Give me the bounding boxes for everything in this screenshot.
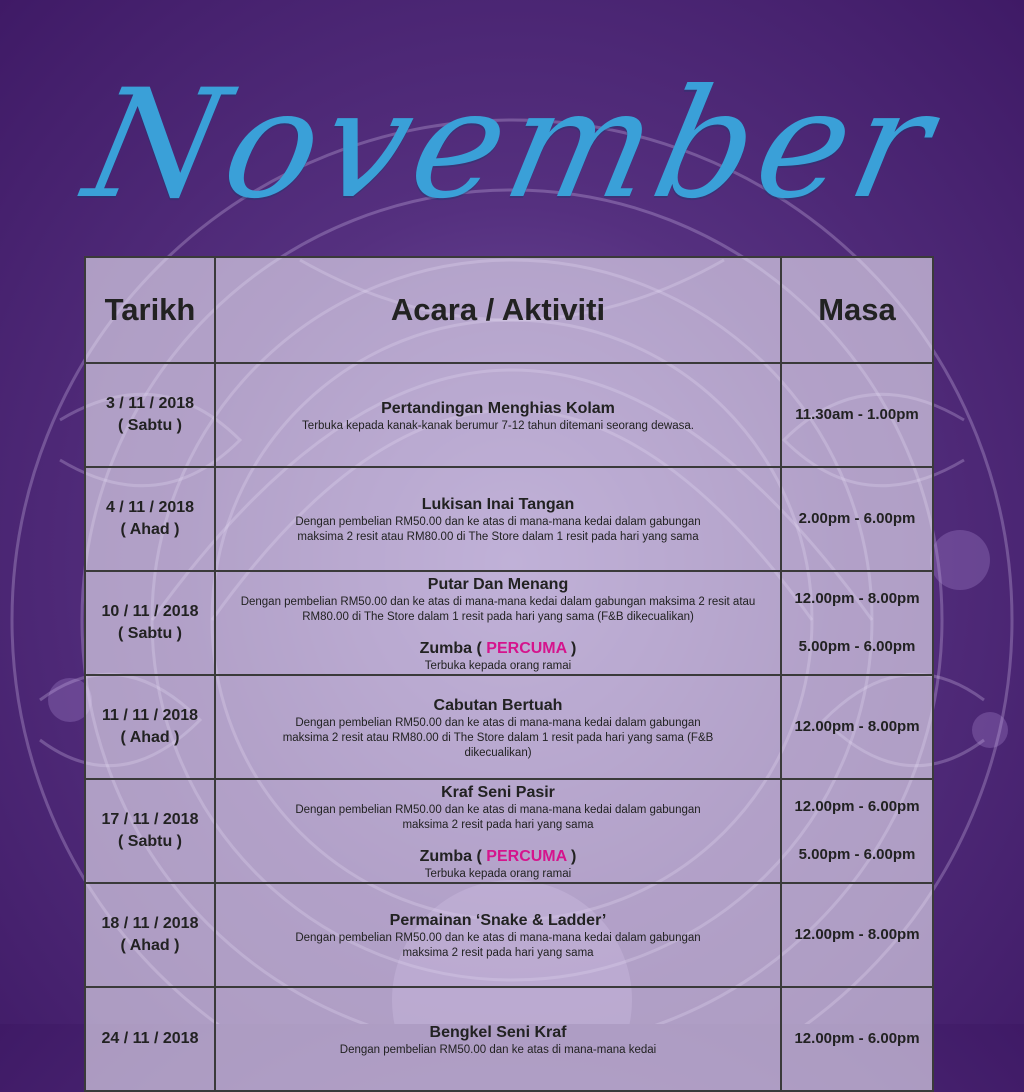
header-time: Masa [781,257,933,363]
event-description: Terbuka kepada orang ramai [424,659,572,672]
event-day: ( Ahad ) [120,729,180,746]
event-description: Terbuka kepada orang ramai [424,867,572,880]
event-time: 12.00pm - 8.00pm [794,590,920,607]
event-title: Zumba [419,639,473,657]
event-title: Pertandingan Menghias Kolam [381,399,615,417]
date-cell [85,363,215,467]
date-cell [85,571,215,675]
event-title: Lukisan Inai Tangan [421,496,575,513]
event-day: ( Ahad ) [120,937,180,954]
event-block [216,847,780,882]
table-row [85,987,933,1091]
date-cell [85,987,215,1091]
event-title: Cabutan Bertuah [433,696,563,714]
activity-cell [215,675,781,779]
event-title: Permainan ‘Snake & Ladder’ [389,912,607,929]
event-block [216,495,780,545]
time-cell [781,987,933,1091]
activity-cell [215,571,781,675]
date-cell [85,675,215,779]
header-date: Tarikh [85,257,215,363]
table-row [85,675,933,779]
event-day: ( Ahad ) [120,521,180,538]
event-description: Dengan pembelian RM50.00 dan ke atas di mana-mana kedai dalam gabungan maksima 2 resit pada hari yang sama [295,932,701,959]
event-schedule-table [84,256,934,1092]
event-time: 12.00pm - 6.00pm [794,798,920,815]
event-block [216,1023,780,1058]
time-cell [781,363,933,467]
event-time: 5.00pm - 6.00pm [798,638,916,655]
activity-cell [215,987,781,1091]
table-row [85,363,933,467]
event-date: 24 / 11 / 2018 [101,1030,199,1047]
event-time: 11.30am - 1.00pm [795,406,919,423]
event-day: ( Sabtu ) [118,833,182,850]
table-row [85,883,933,987]
event-date: 4 / 11 / 2018 [105,499,195,516]
event-date: 17 / 11 / 2018 [101,811,199,828]
event-title-row: Zumba ( PERCUMA ) [419,847,577,865]
time-cell [781,675,933,779]
table-header-row [85,257,933,363]
activity-cell [215,467,781,571]
time-cell [781,883,933,987]
event-title: Kraf Seni Pasir [441,783,555,801]
free-badge: PERCUMA [486,847,567,865]
table-row [85,467,933,571]
event-day: ( Sabtu ) [118,625,182,642]
table-row [85,571,933,675]
date-cell [85,883,215,987]
event-time: 12.00pm - 8.00pm [794,718,920,735]
activity-cell [215,363,781,467]
event-time: 12.00pm - 6.00pm [794,1030,920,1047]
event-block [216,911,780,961]
header-activity: Acara / Aktiviti [215,257,781,363]
free-badge: PERCUMA [486,639,567,657]
event-time: 2.00pm - 6.00pm [798,510,916,527]
event-description: Dengan pembelian RM50.00 dan ke atas di mana-mana kedai dalam gabungan maksima 2 resit atau RM80.00 di The Store dalam 1 resit pada hari yang sama (F&B dikecualikan) [282,716,714,759]
event-date: 3 / 11 / 2018 [105,395,195,412]
event-block [216,783,780,833]
event-block [216,575,780,625]
event-title: Bengkel Seni Kraf [429,1023,567,1041]
activity-cell [215,883,781,987]
event-day: ( Sabtu ) [118,417,182,434]
time-cell [781,467,933,571]
time-cell [781,779,933,883]
activity-cell [215,779,781,883]
date-cell [85,467,215,571]
event-title: Zumba [419,847,473,865]
event-title-row: Zumba ( PERCUMA ) [419,639,577,657]
event-date: 10 / 11 / 2018 [101,603,199,620]
month-title: November [72,58,952,232]
event-block [216,696,780,761]
event-date: 11 / 11 / 2018 [101,707,199,724]
time-cell [781,571,933,675]
event-description: Dengan pembelian RM50.00 dan ke atas di mana-mana kedai dalam gabungan maksima 2 resit pada hari yang sama [295,803,701,831]
table-row [85,779,933,883]
event-description: Dengan pembelian RM50.00 dan ke atas di mana-mana kedai [339,1043,657,1056]
event-time: 12.00pm - 8.00pm [794,926,920,943]
event-description: Dengan pembelian RM50.00 dan ke atas di mana-mana kedai dalam gabungan maksima 2 resit atau RM80.00 di The Store dalam 1 resit pada hari yang sama (F&B dikecualikan) [240,595,756,623]
event-date: 18 / 11 / 2018 [101,915,199,932]
event-description: Dengan pembelian RM50.00 dan ke atas di mana-mana kedai dalam gabungan maksima 2 resit atau RM80.00 di The Store dalam 1 resit pada hari yang sama [295,516,701,543]
event-block [216,639,780,674]
event-description: Terbuka kepada kanak-kanak berumur 7-12 tahun ditemani seorang dewasa. [302,419,694,432]
date-cell [85,779,215,883]
event-title: Putar Dan Menang [427,575,569,593]
event-time: 5.00pm - 6.00pm [798,846,916,863]
event-block [216,399,780,434]
